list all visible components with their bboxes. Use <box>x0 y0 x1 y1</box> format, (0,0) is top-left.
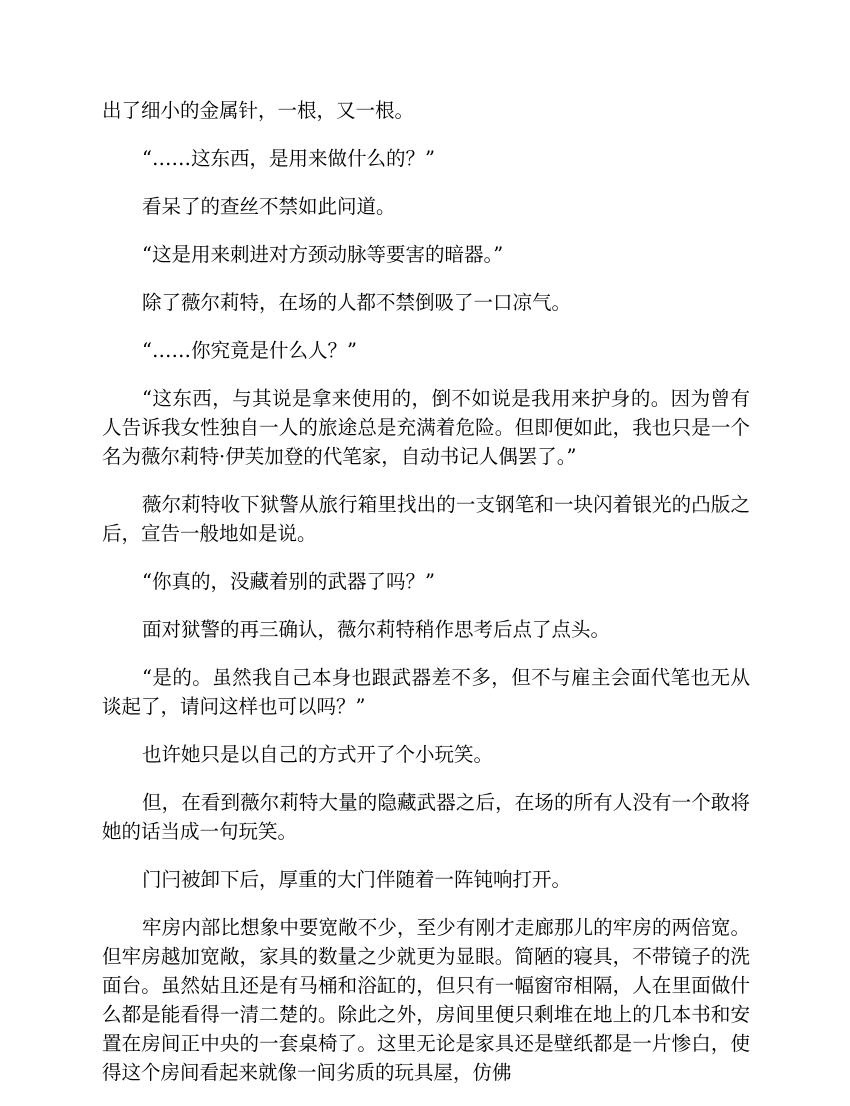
paragraph: 但，在看到薇尔莉特大量的隐藏武器之后，在场的所有人没有一个敢将她的话当成一句玩笑。 <box>102 791 750 843</box>
paragraph: “你真的，没藏着别的武器了吗？” <box>142 570 435 593</box>
paragraph: “这是用来刺进对方颈动脉等要害的暗器。” <box>142 243 504 266</box>
paragraph: 看呆了的查丝不禁如此问道。 <box>142 195 396 218</box>
paragraph: “是的。虽然我自己本身也跟武器差不多，但不与雇主会面代笔也无从谈起了，请问这样也可以吗？” <box>102 666 750 718</box>
paragraph: “……这东西，是用来做什么的？” <box>142 147 435 170</box>
paragraph: 门闩被卸下后，厚重的大门伴随着一阵钝响打开。 <box>142 868 572 891</box>
paragraph: “这东西，与其说是拿来使用的，倒不如说是我用来护身的。因为曾有人告诉我女性独自一人的旅途总是充满着危险。但即便如此，我也只是一个名为薇尔莉特·伊芙加登的代笔家，自动书记人偶罢了。” <box>102 387 750 468</box>
paragraph: 也许她只是以自己的方式开了个小玩笑。 <box>142 743 494 766</box>
paragraph: “……你究竟是什么人？” <box>142 339 357 362</box>
paragraph: 除了薇尔莉特，在场的人都不禁倒吸了一口凉气。 <box>142 291 572 314</box>
document-page <box>102 96 750 1106</box>
paragraph: 牢房内部比想象中要宽敞不少，至少有刚才走廊那儿的牢房的两倍宽。但牢房越加宽敞，家具的数量之少就更为显眼。简陋的寝具，不带镜子的洗面台。虽然姑且还是有马桶和浴缸的，但只有一幅窗帘相隔，人在里面做什么都是能看得一清二楚的。除此之外，房间里便只剩堆在地上的几本书和安置在房间正中央的一套桌椅了。这里无论是家具还是壁纸都是一片惨白，使得这个房间看起来就像一间劣质的玩具屋，仿佛 <box>102 916 750 1084</box>
paragraph: 薇尔莉特收下狱警从旅行箱里找出的一支钢笔和一块闪着银光的凸版之后，宣告一般地如是说。 <box>102 493 750 545</box>
paragraph: 出了细小的金属针，一根，又一根。 <box>102 99 415 122</box>
paragraph: 面对狱警的再三确认，薇尔莉特稍作思考后点了点头。 <box>142 618 611 641</box>
